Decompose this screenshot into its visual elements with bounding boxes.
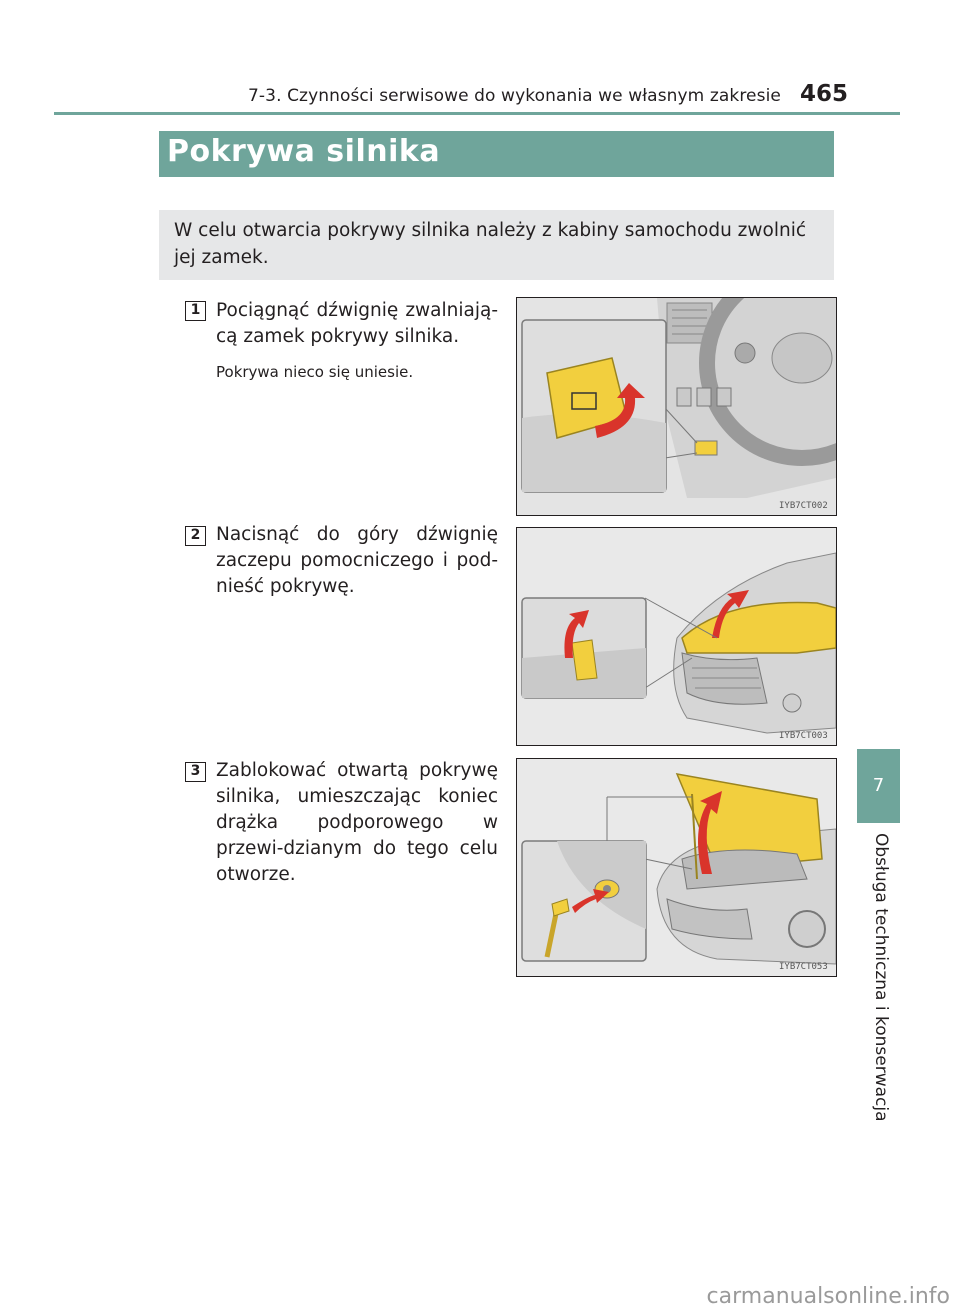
chapter-number: 7 <box>872 775 885 796</box>
figure-code-2: IYB7CT003 <box>779 731 828 741</box>
step-text-2: Nacisnąć do góry dźwignię zaczepu pomocniczego i pod-nieść pokrywę. <box>216 524 498 597</box>
figure-code-3: IYB7CT053 <box>779 962 828 972</box>
figure-auxiliary-catch <box>516 527 837 746</box>
section-title-bar <box>159 131 834 177</box>
section-title: Pokrywa silnika <box>167 134 441 169</box>
figure-hood-support-rod <box>516 758 837 977</box>
step-number-3: 3 <box>185 762 206 782</box>
chapter-tab <box>857 749 900 823</box>
figure-hood-release-lever <box>516 297 837 516</box>
step-text-3: Zablokować otwartą pokrywę silnika, umieszczając koniec drążka podporowego w przewi-dzianym do tego celu otworze. <box>216 760 498 885</box>
step-text-1: Pociągnąć dźwignię zwalniają-cą zamek pokrywy silnika. <box>216 300 498 347</box>
page-number: 465 <box>800 81 849 107</box>
header-rule <box>54 112 900 115</box>
step-number-1: 1 <box>185 301 206 321</box>
step-number-2: 2 <box>185 526 206 546</box>
watermark: carmanualsonline.info <box>706 1284 950 1309</box>
step-note-1: Pokrywa nieco się uniesie. <box>216 363 414 381</box>
figure-code-1: IYB7CT002 <box>779 501 828 511</box>
intro-text: W celu otwarcia pokrywy silnika należy z kabiny samochodu zwolnić jej zamek. <box>174 220 807 268</box>
running-header-section: 7-3. Czynności serwisowe do wykonania we własnym zakresie <box>248 86 781 106</box>
intro-box <box>159 210 834 280</box>
chapter-label: Obsługa techniczna i konserwacja <box>871 833 891 1122</box>
